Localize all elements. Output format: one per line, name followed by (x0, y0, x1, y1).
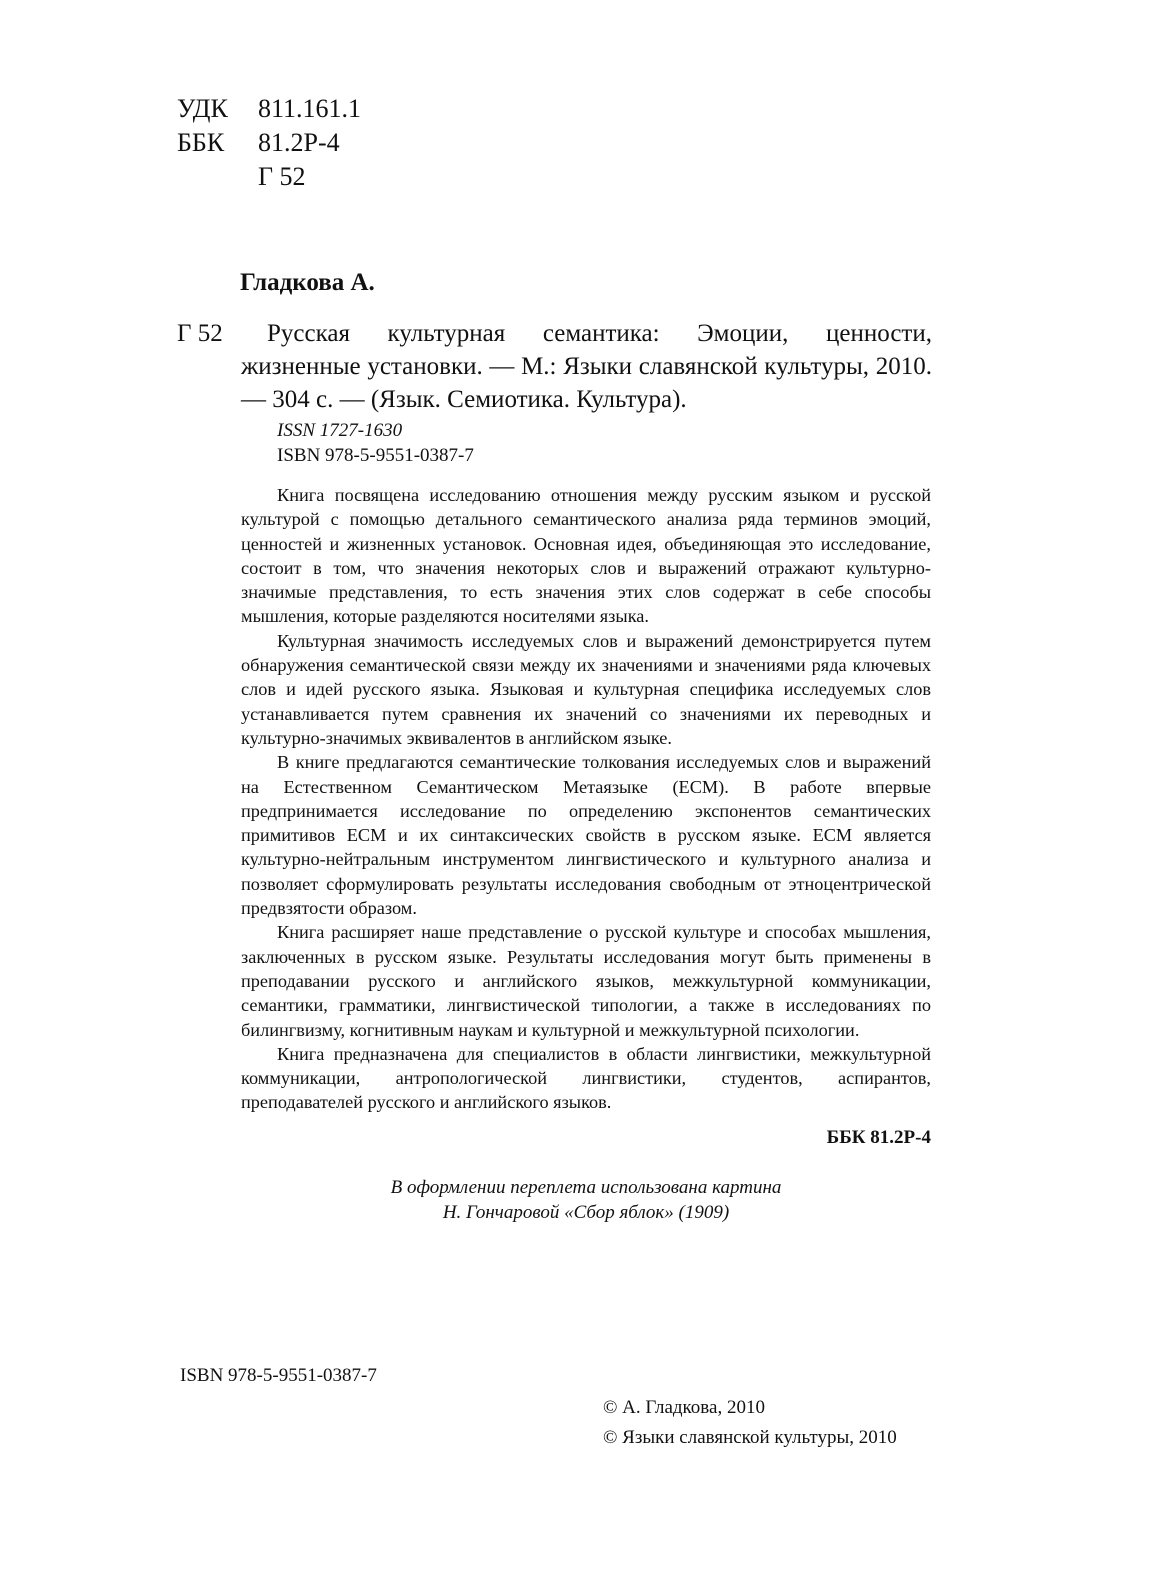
identifiers (277, 418, 474, 468)
cover-note-line: Н. Гончаровой «Сбор яблок» (1909) (442, 1202, 730, 1223)
bbk-footer: ББК 81.2Р-4 (826, 1127, 931, 1148)
abstract (241, 483, 931, 1115)
cover-note-line: В оформлении переплета использована картина (390, 1177, 782, 1198)
copyright-author: © А. Гладкова, 2010 (603, 1397, 765, 1418)
isbn: ISBN 978-5-9551-0387-7 (277, 445, 474, 466)
issn: ISSN 1727-1630 (277, 420, 403, 441)
abstract-paragraph: Культурная значимость исследуемых слов и выражений демонстрируется путем обнаружения семантической связи между их значениями и значениями ряда ключевых слов и идей русского языка. Языковая и культурная специфика исследуемых слов устанавливается путем сравнения их значений со значениями их переводных и культурно-значимых эквивалентов в английском языке. (241, 630, 931, 748)
author-mark-value: Г 52 (258, 162, 306, 191)
udk-label: УДК (177, 94, 228, 123)
cover-note (241, 1175, 931, 1225)
bibliographic-entry: Русская культурная семантика: Эмоции, ценности, жизненные установки. — М.: Языки славянской культуры, 2010. — 304 с. — (Язык. Семиотика. Культура). (241, 320, 932, 413)
classification-block (177, 92, 361, 194)
author-mark-label (177, 160, 258, 194)
isbn-bottom: ISBN 978-5-9551-0387-7 (180, 1365, 377, 1386)
author-code: Г 52 (177, 320, 223, 347)
udk-row (177, 92, 361, 126)
abstract-paragraph: Книга расширяет наше представление о русской культуре и способах мышления, заключенных в русском языке. Результаты исследования могут быть применены в преподавании русского и английского языков, межкультурной коммуникации, семантики, грамматики, лингвистической типологии, а также в исследованиях по билингвизму, когнитивным наукам и культурной и межкультурной психологии. (241, 922, 931, 1040)
abstract-paragraph: Книга предназначена для специалистов в области лингвистики, межкультурной коммуникации, антропологической лингвистики, студентов, аспирантов, преподавателей русского и английского языков. (241, 1043, 931, 1113)
author-mark-row (177, 160, 361, 194)
udk-value: 811.161.1 (258, 94, 362, 123)
bbk-value: 81.2Р-4 (258, 128, 340, 157)
author-name: Гладкова А. (240, 269, 375, 296)
bbk-row (177, 126, 361, 160)
copyright-publisher: © Языки славянской культуры, 2010 (603, 1427, 897, 1448)
copyrights (603, 1393, 897, 1453)
bbk-label: ББК (177, 128, 225, 157)
abstract-paragraph: Книга посвящена исследованию отношения между русским языком и русской культурой с помощью детального семантического анализа ряда терминов эмоций, ценностей и жизненных установок. Основная идея, объединяющая это исследование, состоит в том, что значения некоторых слов и выражений отражают культурно-значимые представления, то есть значения этих слов содержат в себе способы мышления, которые разделяются носителями языка. (241, 485, 931, 627)
abstract-paragraph: В книге предлагаются семантические толкования исследуемых слов и выражений на Естественном Семантическом Метаязыке (ЕСМ). В работе впервые предпринимается исследование по определению экспонентов семантических примитивов ЕСМ и их синтаксических свойств в русском языке. ЕСМ является культурно-нейтральным инструментом лингвистического и культурного анализа и позволяет сформулировать результаты исследования свободным от этноцентрической предвзятости образом. (241, 752, 931, 919)
